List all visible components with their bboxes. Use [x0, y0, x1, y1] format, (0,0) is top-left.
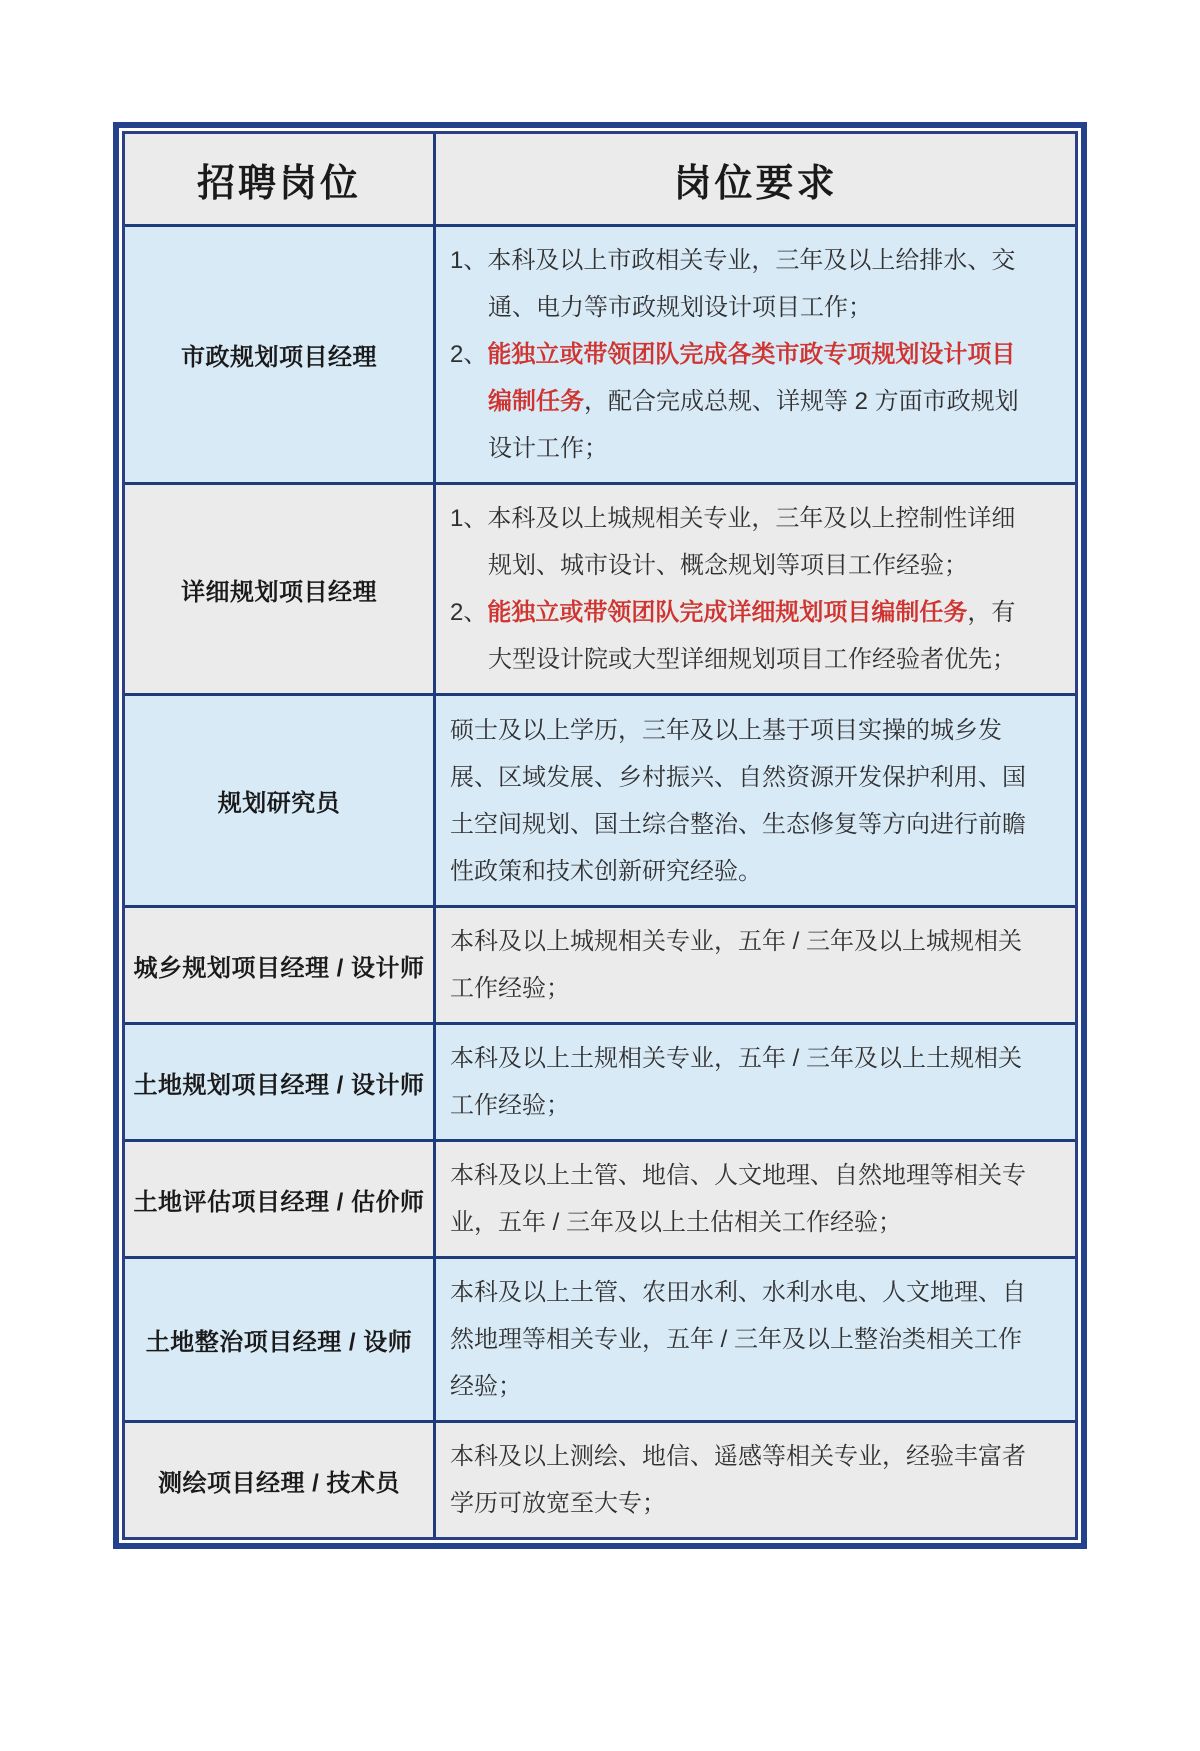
requirement-paragraph [450, 707, 1031, 895]
requirement-cell [433, 1423, 1075, 1537]
requirement-paragraph [450, 918, 1031, 1012]
requirement-paragraph [450, 589, 1031, 683]
table-row [125, 905, 1075, 1022]
highlighted-requirement-text: 能独立或带领团队完成各类市政专项规划设计项目编制任务 [487, 341, 1016, 415]
position-name: 规划研究员 [217, 790, 341, 817]
column-header-requirement: 岗位要求 [433, 134, 1075, 224]
requirement-text: 本科及以上土管、农田水利、水利水电、人文地理、自然地理等相关专业，五年 / 三年及以上整治类相关工作经验； [450, 1279, 1026, 1400]
highlighted-requirement-text: 能独立或带领团队完成详细规划项目编制任务 [487, 599, 968, 626]
table-row [125, 1420, 1075, 1537]
requirement-text: 本科及以上测绘、地信、遥感等相关专业，经验丰富者学历可放宽至大专； [450, 1443, 1026, 1517]
requirement-text: 本科及以上土管、地信、人文地理、自然地理等相关专业，五年 / 三年及以上土估相关工作经验； [450, 1162, 1026, 1236]
column-header-position: 招聘岗位 [196, 162, 361, 205]
requirement-text: 硕士及以上学历，三年及以上基于项目实操的城乡发展、区域发展、乡村振兴、自然资源开发保护利用、国土空间规划、国土综合整治、生态修复等方向进行前瞻性政策和技术创新研究经验。 [450, 716, 1026, 885]
position-name: 测绘项目经理 / 技术员 [157, 1469, 400, 1497]
recruitment-table [113, 122, 1087, 1549]
requirement-paragraph [450, 1152, 1031, 1246]
requirement-text: 本科及以上城规相关专业，三年及以上控制性详细规划、城市设计、概念规划等项目工作经验； [487, 505, 1016, 579]
requirement-paragraph [450, 495, 1031, 589]
requirement-text: ，有大型设计院或大型详细规划项目工作经验者优先； [488, 599, 1016, 673]
requirement-paragraph [450, 1035, 1031, 1129]
item-number: 1、 [450, 247, 488, 274]
item-number: 1、 [450, 505, 488, 532]
requirement-cell [433, 1025, 1075, 1139]
table-header-row [125, 134, 1075, 224]
requirement-text: 本科及以上市政相关专业，三年及以上给排水、交通、电力等市政规划设计项目工作； [487, 247, 1016, 321]
requirement-text: ，配合完成总规、详规等 2 方面市政规划设计工作； [488, 388, 1019, 462]
position-name: 市政规划项目经理 [181, 344, 377, 371]
table-row [125, 1022, 1075, 1139]
requirement-cell [433, 227, 1075, 482]
requirement-paragraph [450, 331, 1031, 472]
position-name: 土地规划项目经理 / 设计师 [133, 1071, 425, 1099]
requirement-cell [433, 1142, 1075, 1256]
requirement-cell [433, 1259, 1075, 1420]
requirement-text: 本科及以上土规相关专业，五年 / 三年及以上土规相关工作经验； [450, 1045, 1023, 1119]
requirement-paragraph [450, 1269, 1031, 1410]
requirement-text: 本科及以上城规相关专业，五年 / 三年及以上城规相关工作经验； [450, 928, 1023, 1002]
table-body [122, 131, 1078, 1540]
position-name: 详细规划项目经理 [181, 578, 377, 606]
position-name: 土地评估项目经理 / 估价师 [133, 1188, 425, 1216]
requirement-cell [433, 908, 1075, 1022]
table-row [125, 693, 1075, 905]
requirement-paragraph [450, 237, 1031, 331]
requirement-cell [433, 485, 1075, 693]
item-number: 2、 [450, 599, 488, 626]
position-name: 土地整治项目经理 / 设师 [145, 1329, 413, 1356]
table-row [125, 1139, 1075, 1256]
item-number: 2、 [450, 341, 488, 368]
table-row [125, 1256, 1075, 1420]
requirement-cell [433, 696, 1075, 905]
position-name: 城乡规划项目经理 / 设计师 [133, 954, 425, 982]
table-row [125, 482, 1075, 693]
requirement-paragraph [450, 1433, 1031, 1527]
table-row [125, 224, 1075, 482]
